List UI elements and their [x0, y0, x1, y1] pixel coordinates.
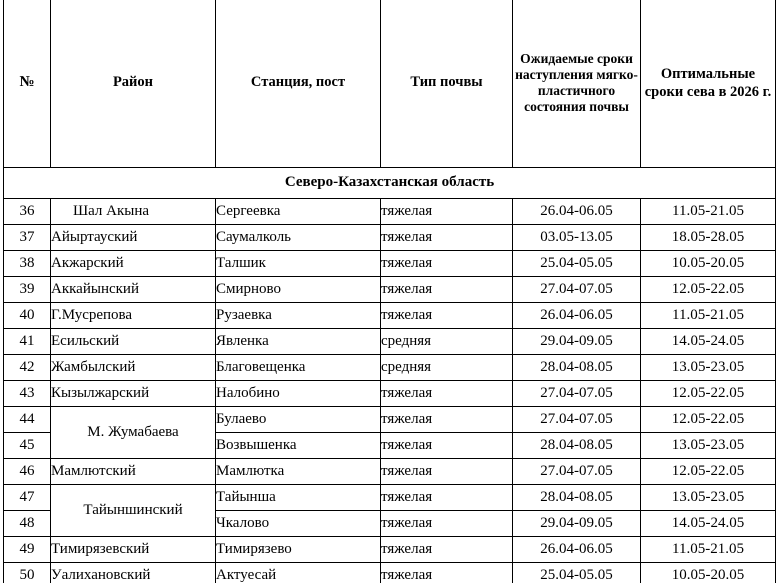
cell-soil-type: средняя [381, 329, 513, 355]
cell-expected-dates: 26.04-06.05 [513, 199, 641, 225]
row-number: 38 [4, 251, 51, 277]
row-number: 44 [4, 407, 51, 433]
cell-optimal-dates: 11.05-21.05 [641, 199, 776, 225]
cell-station: Булаево [216, 407, 381, 433]
cell-district: Жамбылский [51, 355, 216, 381]
cell-district: Кызылжарский [51, 381, 216, 407]
cell-station: Смирново [216, 277, 381, 303]
cell-soil-type: средняя [381, 355, 513, 381]
row-number: 39 [4, 277, 51, 303]
region-section-header [4, 168, 776, 199]
table-row [4, 485, 776, 511]
cell-district: Мамлютский [51, 459, 216, 485]
cell-district: Шал Акына [51, 199, 216, 225]
cell-optimal-dates: 12.05-22.05 [641, 407, 776, 433]
cell-soil-type: тяжелая [381, 277, 513, 303]
cell-soil-type: тяжелая [381, 563, 513, 583]
column-header-station: Станция, пост [216, 0, 381, 168]
table-row [4, 407, 776, 433]
cell-expected-dates: 26.04-06.05 [513, 537, 641, 563]
table-row [4, 251, 776, 277]
row-number: 37 [4, 225, 51, 251]
row-number: 42 [4, 355, 51, 381]
region-row [4, 168, 776, 199]
cell-station: Актуесай [216, 563, 381, 583]
cell-soil-type: тяжелая [381, 433, 513, 459]
cell-soil-type: тяжелая [381, 381, 513, 407]
cell-station: Возвышенка [216, 433, 381, 459]
cell-soil-type: тяжелая [381, 251, 513, 277]
cell-soil-type: тяжелая [381, 199, 513, 225]
cell-soil-type: тяжелая [381, 303, 513, 329]
table-row [4, 225, 776, 251]
cell-expected-dates: 25.04-05.05 [513, 563, 641, 583]
row-number: 41 [4, 329, 51, 355]
cell-soil-type: тяжелая [381, 537, 513, 563]
row-number: 45 [4, 433, 51, 459]
header-row [4, 0, 776, 168]
cell-expected-dates: 27.04-07.05 [513, 407, 641, 433]
cell-expected-dates: 25.04-05.05 [513, 251, 641, 277]
cell-district: Уалихановский [51, 563, 216, 583]
cell-optimal-dates: 14.05-24.05 [641, 511, 776, 537]
cell-district: Акжарский [51, 251, 216, 277]
cell-optimal-dates: 12.05-22.05 [641, 381, 776, 407]
cell-expected-dates: 29.04-09.05 [513, 511, 641, 537]
cell-district: Аккайынский [51, 277, 216, 303]
table-row [4, 563, 776, 583]
cell-optimal-dates: 13.05-23.05 [641, 485, 776, 511]
cell-station: Тимирязево [216, 537, 381, 563]
cell-optimal-dates: 13.05-23.05 [641, 355, 776, 381]
cell-optimal-dates: 14.05-24.05 [641, 329, 776, 355]
cell-optimal-dates: 11.05-21.05 [641, 303, 776, 329]
row-number: 48 [4, 511, 51, 537]
table-row [4, 459, 776, 485]
cell-expected-dates: 29.04-09.05 [513, 329, 641, 355]
cell-expected-dates: 03.05-13.05 [513, 225, 641, 251]
row-number: 43 [4, 381, 51, 407]
cell-optimal-dates: 10.05-20.05 [641, 563, 776, 583]
cell-optimal-dates: 12.05-22.05 [641, 459, 776, 485]
column-header-optimal-dates: Оптимальные сроки сева в 2026 г. [641, 0, 776, 168]
cell-optimal-dates: 13.05-23.05 [641, 433, 776, 459]
cell-expected-dates: 27.04-07.05 [513, 381, 641, 407]
cell-station: Налобино [216, 381, 381, 407]
cell-station: Талшик [216, 251, 381, 277]
cell-district: Тайыншинский [51, 485, 216, 537]
cell-expected-dates: 28.04-08.05 [513, 485, 641, 511]
cell-station: Рузаевка [216, 303, 381, 329]
cell-station: Благовещенка [216, 355, 381, 381]
table-row [4, 303, 776, 329]
column-header-number: № [4, 0, 51, 168]
cell-station: Тайынша [216, 485, 381, 511]
cell-expected-dates: 27.04-07.05 [513, 459, 641, 485]
row-number: 40 [4, 303, 51, 329]
cell-station: Явленка [216, 329, 381, 355]
cell-station: Сергеевка [216, 199, 381, 225]
table-row [4, 355, 776, 381]
cell-expected-dates: 27.04-07.05 [513, 277, 641, 303]
cell-station: Саумалколь [216, 225, 381, 251]
table-row [4, 199, 776, 225]
cell-soil-type: тяжелая [381, 225, 513, 251]
column-header-soil-type: Тип почвы [381, 0, 513, 168]
cell-station: Чкалово [216, 511, 381, 537]
cell-expected-dates: 28.04-08.05 [513, 433, 641, 459]
column-header-expected-dates: Ожидаемые сроки наступления мягко-пластичного состояния почвы [513, 0, 641, 168]
cell-soil-type: тяжелая [381, 485, 513, 511]
cell-station: Мамлютка [216, 459, 381, 485]
cell-optimal-dates: 12.05-22.05 [641, 277, 776, 303]
cell-district: М. Жумабаева [51, 407, 216, 459]
table-row [4, 277, 776, 303]
cell-soil-type: тяжелая [381, 459, 513, 485]
row-number: 49 [4, 537, 51, 563]
row-number: 47 [4, 485, 51, 511]
cell-expected-dates: 28.04-08.05 [513, 355, 641, 381]
cell-district: Айыртауский [51, 225, 216, 251]
column-header-district: Район [51, 0, 216, 168]
cell-district: Есильский [51, 329, 216, 355]
table-body [4, 199, 776, 583]
row-number: 46 [4, 459, 51, 485]
table-header [4, 0, 776, 168]
cell-optimal-dates: 10.05-20.05 [641, 251, 776, 277]
table-row [4, 537, 776, 563]
row-number: 36 [4, 199, 51, 225]
table-row [4, 381, 776, 407]
cell-district: Тимирязевский [51, 537, 216, 563]
cell-soil-type: тяжелая [381, 511, 513, 537]
table-row [4, 329, 776, 355]
cell-optimal-dates: 11.05-21.05 [641, 537, 776, 563]
cell-district: Г.Мусрепова [51, 303, 216, 329]
region-title: Северо-Казахстанская область [4, 168, 776, 199]
cell-expected-dates: 26.04-06.05 [513, 303, 641, 329]
cell-optimal-dates: 18.05-28.05 [641, 225, 776, 251]
cell-soil-type: тяжелая [381, 407, 513, 433]
sowing-dates-table [3, 0, 776, 583]
row-number: 50 [4, 563, 51, 583]
